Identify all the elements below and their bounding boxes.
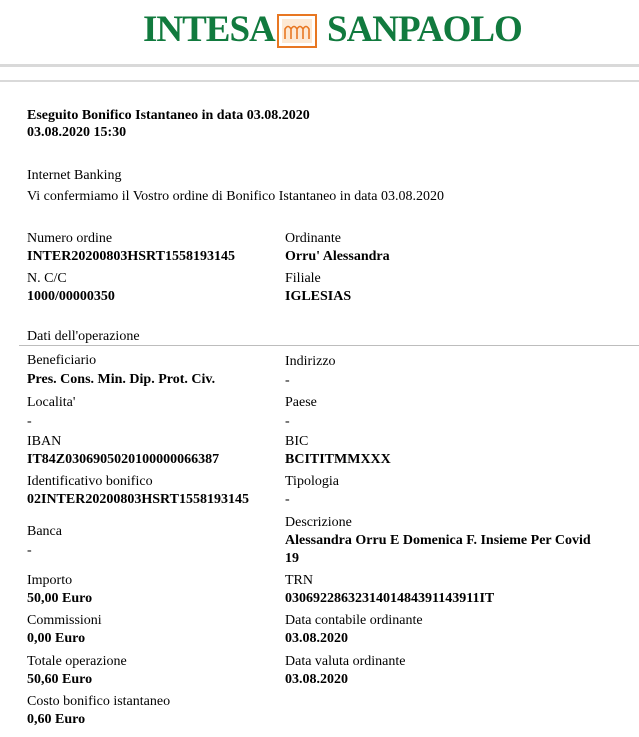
ordinante-value: Orru' Alessandra	[285, 249, 390, 264]
channel-label: Internet Banking	[27, 168, 122, 183]
indirizzo-label: Indirizzo	[285, 354, 336, 369]
confirmation-text: Vi confermiamo il Vostro ordine di Bonifico Istantaneo in data 03.08.2020	[27, 189, 445, 204]
tipologia-label: Tipologia	[285, 474, 339, 489]
descrizione-label: Descrizione	[285, 515, 352, 530]
top-divider	[0, 64, 639, 67]
commissioni-value: 0,00 Euro	[27, 631, 86, 646]
data-contabile-value: 03.08.2020	[285, 631, 348, 646]
numero-ordine-value: INTER20200803HSRT1558193145	[27, 249, 235, 264]
totale-label: Totale operazione	[27, 654, 127, 669]
trn-value: 0306922863231401484391143911IT	[285, 591, 495, 606]
banca-label: Banca	[27, 524, 62, 539]
receipt-title: Eseguito Bonifico Istantaneo in data 03.08.2020	[27, 108, 310, 123]
iban-value: IT84Z0306905020100000066387	[27, 452, 220, 467]
tipologia-value: -	[285, 492, 290, 507]
paese-label: Paese	[285, 395, 317, 410]
indirizzo-value: -	[285, 373, 290, 388]
numero-ordine-label: Numero ordine	[27, 231, 113, 246]
section-divider	[19, 345, 639, 346]
bic-label: BIC	[285, 434, 309, 449]
importo-label: Importo	[27, 573, 73, 588]
ordinante-label: Ordinante	[285, 231, 341, 246]
commissioni-label: Commissioni	[27, 613, 102, 628]
banca-value: -	[27, 543, 32, 558]
logo-mark-icon	[277, 14, 317, 48]
paese-value: -	[285, 414, 290, 429]
beneficiario-label: Beneficiario	[27, 353, 97, 368]
bank-logo	[0, 8, 639, 48]
descrizione-value-line2: 19	[285, 551, 299, 566]
totale-value: 50,60 Euro	[27, 672, 93, 687]
descrizione-value-line1: Alessandra Orru E Domenica F. Insieme Per Covid	[285, 533, 591, 548]
filiale-value: IGLESIAS	[285, 289, 352, 304]
logo-word-intesa: INTESA	[143, 9, 275, 50]
operation-section-title: Dati dell'operazione	[27, 329, 140, 344]
trn-label: TRN	[285, 573, 313, 588]
costo-label: Costo bonifico istantaneo	[27, 694, 171, 709]
second-divider	[0, 80, 639, 82]
cc-label: N. C/C	[27, 271, 67, 286]
id-bonifico-value: 02INTER20200803HSRT1558193145	[27, 492, 249, 507]
costo-value: 0,60 Euro	[27, 712, 86, 727]
iban-label: IBAN	[27, 434, 62, 449]
data-valuta-label: Data valuta ordinante	[285, 654, 406, 669]
id-bonifico-label: Identificativo bonifico	[27, 474, 153, 489]
receipt-datetime: 03.08.2020 15:30	[27, 125, 127, 140]
cc-value: 1000/00000350	[27, 289, 115, 304]
localita-label: Localita'	[27, 395, 76, 410]
bic-value: BCITITMMXXX	[285, 452, 391, 467]
filiale-label: Filiale	[285, 271, 321, 286]
logo-word-sanpaolo: SANPAOLO	[327, 9, 522, 50]
beneficiario-value: Pres. Cons. Min. Dip. Prot. Civ.	[27, 372, 216, 387]
data-contabile-label: Data contabile ordinante	[285, 613, 423, 628]
localita-value: -	[27, 414, 32, 429]
importo-value: 50,00 Euro	[27, 591, 93, 606]
data-valuta-value: 03.08.2020	[285, 672, 348, 687]
